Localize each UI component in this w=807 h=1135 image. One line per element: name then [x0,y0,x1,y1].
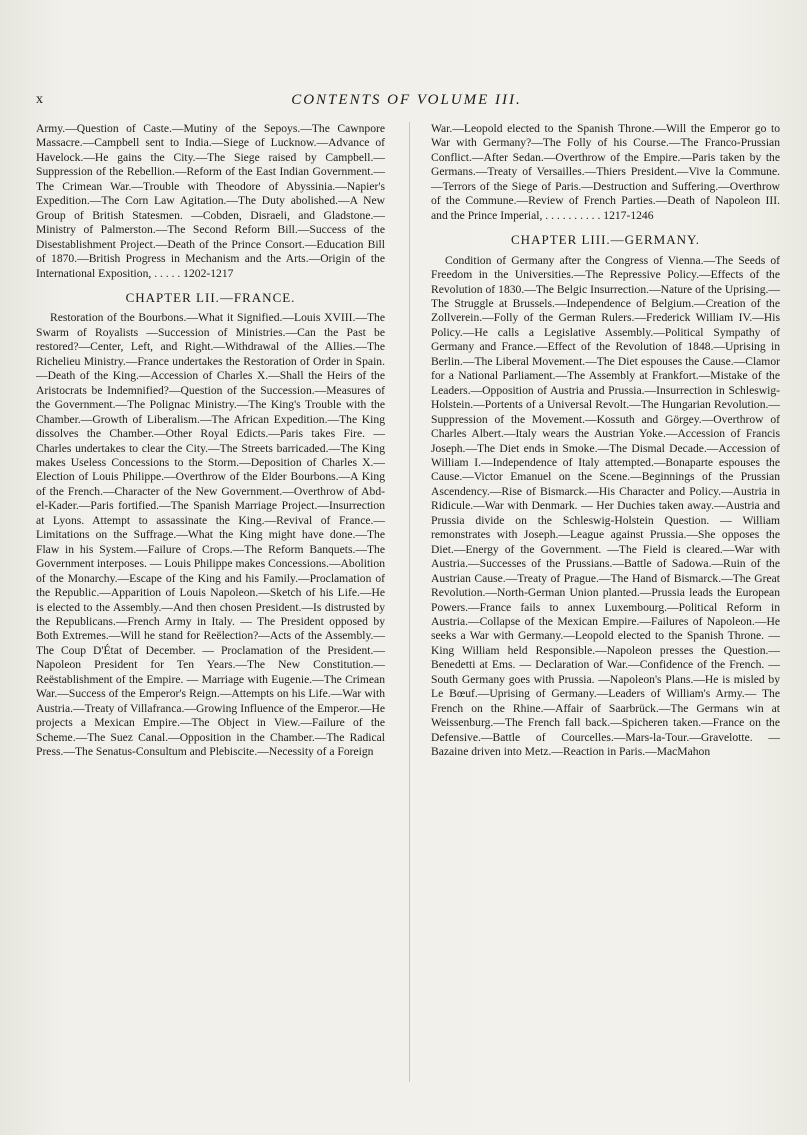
chapter-summary: Restoration of the Bourbons.—What it Signified.—Louis XVIII.—The Swarm of Royalists —Succession of Ministries.—Can the Past be restored?—Center, Left, and Right.—Withdrawal of the Allies.—The Richelieu Ministry.—France undertakes the Restoration of Order in Spain.—Death of the King.—Accession of Charles X.—Shall the Heirs of the Aristocrats be Indemnified?—Question of the Succession.—Measures of the Government.—The Polignac Ministry.—The King's Trouble with the Chamber.—Growth of Liberalism.—The African Expedition.—The King dissolves the Chamber.—Other Royal Edicts.—Paris takes Fire. — Charles undertakes to clear the City.—The Streets barricaded.—The King makes Useless Concessions to the Storm.—Deposition of Charles X.—Election of Louis Philippe.—Overthrow of the Elder Bourbons.—A King of the French.—Character of the New Government.—Overthrow of Abd-el-Kader.—Paris fortified.—The Spanish Marriage Project.—Insurrection at Lyons. Attempt to assassinate the King.—Revival of France.—Limitations on the Suffrage.—What the King might have done.—The Flaw in his System.—Failure of Crops.—The Reform Banquets.—The Government interposes. — Louis Philippe makes Concessions.—Abolition of the Monarchy.—Escape of the King and his Family.—Proclamation of the Republic.—Apparition of Louis Napoleon.—Sketch of his Life.—He is elected to the Assembly.—And then chosen President.—Is distrusted by the Republicans.—French Army in Italy. — The President opposed by Both Extremes.—Will he stand for Reëlection?—Acts of the Assembly.—The Coup D'État of December. — Proclamation of the President.— Napoleon President for Ten Years.—The New Constitution.—Reëstablishment of the Empire. — Marriage with Eugenie.—The Crimean War.—Success of the Emperor's Reign.—Attempts on his Life.—War with Austria.—Treaty of Villafranca.—Growing Influence of the Emperor.—He projects a Mexican Empire.—The Object in View.—Failure of the Scheme.—The Suez Canal.—Opposition in the Chamber.—The Radical Press.—The Senatus-Consultum and Plebiscite.—Necessity of a Foreign [36,311,385,759]
chapter-heading: CHAPTER LII.—FRANCE. [125,289,296,305]
chapter-summary: Condition of Germany after the Congress of Vienna.—The Seeds of Freedom in the Universities.—The Repressive Policy.—Effects of the Revolution of 1830.—The Belgic Insurrection.—Nature of the Uprising.—The Struggle at Brussels.—Independence of Belgium.—Creation of the Zollverein.—Folly of the German Rulers.—Frederick William IV.—His Policy.—He calls a Legislative Assembly.—Political Sympathy of Germany and France.—Effect of the Revolution of 1848.—Uprising in Berlin.—The Liberal Movement.—The Diet espouses the Cause.—Clamor for a National Parliament.—The Assembly at Frankfort.—Mistake of the Leaders.—Opposition of Austria and Prussia.—Insurrection in Schleswig-Holstein.—Portents of a Universal Revolt.—The Hungarian Revolution.—Suppression of the Movement.—Kossuth and Görgey.—Overthrow of Charles Albert.—Italy wears the Austrian Yoke.—Accession of Francis Joseph.—The Diet ends in Smoke.—The Dismal Decade.—Accession of William I.—Independence of Italy attempted.—Bonaparte espouses the Cause.—Victor Emanuel on the Scene.—Beginnings of the Prussian Ascendency.—Rise of Bismarck.—His Character and Policy.—Austria in Ridicule.—War with Denmark. — Her Duchies taken away.—Austria and Prussia divide on the Schleswig-Holstein Question. — William remonstrates with Joseph.—League against Prussia.—She opposes the Diet.—Energy of the Government. —The Field is cleared.—War with Austria.—Successes of the Prussians.—Battle of Sadowa.—Ruin of the Austrian Cause.—Treaty of Prague.—The Hand of Bismarck.—The Great Revolution.—North-German Union planted.—Prussia leads the European Powers.—France fails to annex Luxembourg.—Political Reform in Austria.—Collapse of the Mexican Empire.—Failures of Napoleon.—He seeks a War with Germany.—Leopold elected to the Spanish Throne. —King William held Responsible.—Napoleon presses the Question.— Benedetti at Ems. — Declaration of War.—Confidence of the French. — South Germany goes with Prussia. —Napoleon's Plans.—He is misled by Le Bœuf.—Uprising of Germany.—Leaders of William's Army.— The French on the Rhine.—Affair of Saarbrück.—The Germans win at Weissenburg.—The French fall back.—Spicheren taken.—France on the Defensive.—Battle of Courcelles.—Mars-la-Tour.—Gravelotte. — Bazaine driven into Metz.—Reaction in Paris.—MacMahon [431,253,780,759]
right-column [431,122,780,759]
continuation-text: Army.—Question of Caste.—Mutiny of the Sepoys.—The Cawnpore Massacre.—Campbell sent to India.—Siege of Lucknow.—Advance of Havelock.—He gains the City.—The Siege raised by Campbell.—Suppression of the Rebellion.—Reform of the East Indian Government.—The Crimean War.—Trouble with Theodore of Abyssinia.—Napier's Expedition.—The Corn Law Agitation.—The Duty abolished.—A New Group of British Statesmen. —Cobden, Disraeli, and Gladstone.—Ministry of Palmerston.—The Second Reform Bill.—Success of the Disestablishment Project.—Death of the Prince Consort.—Education Bill of 1870.—British Progress in Mechanism and the Arts.—Origin of the International Exposition, [36,122,385,280]
column-divider [409,122,410,1082]
page-range: . . . . . . . . . . 1217-1246 [545,208,654,222]
chapter-heading: CHAPTER LIII.—GERMANY. [511,232,700,248]
page-header [36,92,777,114]
page-number: x [36,92,44,107]
chapter-summary-continuation [36,122,385,281]
running-title: CONTENTS OF VOLUME III. [291,92,522,108]
page-range: . . . . . 1202-1217 [154,266,234,280]
chapter-summary-continuation [431,122,780,223]
contents-columns [36,122,781,1122]
continuation-text: War.—Leopold elected to the Spanish Throne.—Will the Emperor go to War with Germany?—The Folly of his Course.—The Franco-Prussian Conflict.—After Sedan.—Overthrow of the Empire.—Paris taken by the Germans.—Treaty of Versailles.—Thiers President.—Vive la Commune.—Terrors of the Siege of Paris.—Destruction and Suffering.—Overthrow of the Commune.—Review of French Parties.—Death of Napoleon III. and the Prince Imperial, [431,122,780,222]
left-column [36,122,385,759]
